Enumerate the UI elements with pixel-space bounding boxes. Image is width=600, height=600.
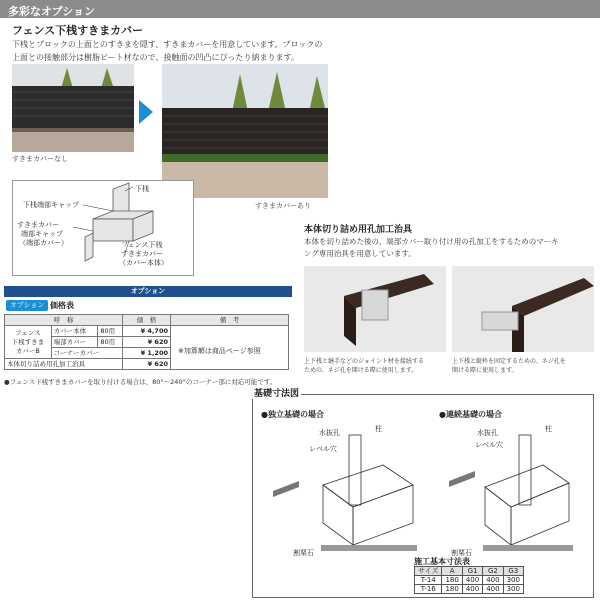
dim-cell: 300 bbox=[503, 585, 523, 594]
photo-with-cover bbox=[162, 64, 328, 198]
price-note: ※加算額は商品ページ参照 bbox=[178, 347, 261, 355]
header-remarks: 備 考 bbox=[171, 315, 289, 326]
warigri-label-right: 割栗石 bbox=[451, 549, 472, 557]
warigri-label-left: 割栗石 bbox=[293, 549, 314, 557]
photo-jig-left bbox=[304, 266, 446, 352]
hashira-label-right: 柱 bbox=[545, 425, 552, 433]
arrow-right-icon bbox=[139, 100, 153, 124]
jig-left-caption-2: ための、ネジ孔を開ける際に使用します。 bbox=[304, 367, 418, 374]
dim-header: A bbox=[442, 567, 462, 576]
jig-right-caption-1: 上下桟と縦枠を固定するための、ネジ孔を bbox=[452, 358, 566, 365]
foundation-title: 基礎寸法図 bbox=[252, 386, 301, 399]
dim-cell: 180 bbox=[442, 576, 462, 585]
dim-cell: 180 bbox=[442, 585, 462, 594]
label-fence-cover-3: （カバー本体） bbox=[119, 259, 168, 267]
dim-cell: T-16 bbox=[415, 585, 442, 594]
jig-desc-line1: 本体を切り詰めた後の、端部カバー取り付け用の孔加工をするためのマーキ bbox=[304, 237, 559, 246]
jig-desc-line2: ング専用治具を用意しています。 bbox=[304, 249, 416, 258]
dimension-table bbox=[414, 566, 524, 594]
item-price: ¥ 620 bbox=[123, 337, 171, 348]
mizunuki-label-left: 水抜孔 bbox=[319, 429, 340, 437]
group-cell bbox=[5, 326, 52, 359]
label-cover-cap-1: すきまカバー bbox=[17, 221, 59, 229]
table-row bbox=[5, 326, 289, 337]
label-shita-san: 下桟 bbox=[135, 185, 149, 193]
dimension-table-header bbox=[415, 567, 524, 576]
item-size: 80用 bbox=[98, 337, 123, 348]
item-name: 端部カバー bbox=[51, 337, 98, 348]
item-name: 本体切り詰め用孔加工治具 bbox=[5, 359, 123, 370]
level-label-right: レベル穴 bbox=[475, 441, 503, 449]
hashira-label-left: 柱 bbox=[375, 425, 382, 433]
dimension-table-title: 施工基本寸法表 bbox=[414, 557, 470, 566]
group-line-3: カバーB bbox=[15, 346, 40, 355]
item-price: ¥ 4,700 bbox=[123, 326, 171, 337]
dim-cell: 400 bbox=[462, 576, 482, 585]
fence-desc-line1: 下桟とブロックの上面とのすきまを隠す、すきまカバーを用意しています。ブロックの bbox=[12, 40, 323, 49]
dim-header: G2 bbox=[483, 567, 503, 576]
section-banner-text: 多彩なオプション bbox=[8, 5, 96, 18]
item-size: 80用 bbox=[98, 326, 123, 337]
label-shita-san-cap: 下桟端部キャップ bbox=[23, 201, 79, 209]
header-price: 価 格 bbox=[123, 315, 171, 326]
table-row bbox=[415, 576, 524, 585]
label-fence-cover-2: すきまカバー bbox=[121, 250, 163, 258]
road-side-label-left: 道路側 bbox=[273, 476, 292, 483]
group-line-2: 下桟すきま bbox=[11, 337, 45, 346]
dim-header: G1 bbox=[462, 567, 482, 576]
jig-left-caption-1: 上下桟と継手などのジョイント材を接続する bbox=[304, 358, 424, 365]
jig-right-caption-2: 開ける際に使用します。 bbox=[452, 367, 518, 374]
dim-cell: T-14 bbox=[415, 576, 442, 585]
price-table-title: 価格表 bbox=[50, 301, 74, 310]
section-banner bbox=[0, 0, 600, 18]
item-price: ¥ 620 bbox=[123, 359, 171, 370]
dim-cell: 400 bbox=[462, 585, 482, 594]
mizunuki-label-right: 水抜孔 bbox=[477, 429, 498, 437]
dim-header: G3 bbox=[503, 567, 523, 576]
dim-cell: 400 bbox=[483, 576, 503, 585]
road-side-label-right: 道路側 bbox=[449, 466, 468, 473]
fence-desc-line2: 上面との接触部分は樹脂ピート材なので、接触面の凹凸にぴったり納まります。 bbox=[12, 53, 299, 62]
price-table-header bbox=[5, 315, 289, 326]
label-cover-cap-3: （端部カバー） bbox=[19, 239, 68, 247]
caption-with-cover: すきまカバーあり bbox=[255, 202, 311, 210]
item-price: ¥ 1,200 bbox=[123, 348, 171, 359]
dim-cell: 400 bbox=[483, 585, 503, 594]
option-header-bar: オプション bbox=[4, 286, 292, 297]
corner-footnote: ●フェンス下桟すきまカバーを取り付ける場合は、80°～240°のコーナー部に対応可能です。 bbox=[4, 378, 277, 386]
item-name: カバー本体 bbox=[51, 326, 98, 337]
level-label-left: レベル穴 bbox=[309, 445, 337, 453]
group-line-1: フェンス bbox=[15, 328, 41, 337]
photo-without-cover bbox=[12, 64, 134, 152]
label-fence-cover-1: フェンス下桟 bbox=[121, 241, 163, 249]
label-cover-cap-2: 端部キャップ bbox=[21, 230, 63, 238]
jig-title: 本体切り詰め用孔加工治具 bbox=[304, 225, 413, 235]
table-row bbox=[415, 585, 524, 594]
dim-header: サイズ bbox=[415, 567, 442, 576]
fence-cover-title: フェンス下桟すきまカバー bbox=[12, 24, 144, 37]
item-name: コーナーカバー bbox=[51, 348, 122, 359]
header-name: 呼 称 bbox=[5, 315, 123, 326]
photo-jig-right bbox=[452, 266, 594, 352]
option-pill: オプション bbox=[6, 300, 48, 311]
continuous-foundation-label: ●連続基礎の場合 bbox=[439, 410, 502, 419]
parts-diagram bbox=[12, 180, 194, 276]
price-table bbox=[4, 314, 289, 370]
dim-cell: 300 bbox=[503, 576, 523, 585]
caption-without-cover: すきまカバーなし bbox=[12, 155, 68, 163]
independent-foundation-label: ●独立基礎の場合 bbox=[261, 410, 324, 419]
